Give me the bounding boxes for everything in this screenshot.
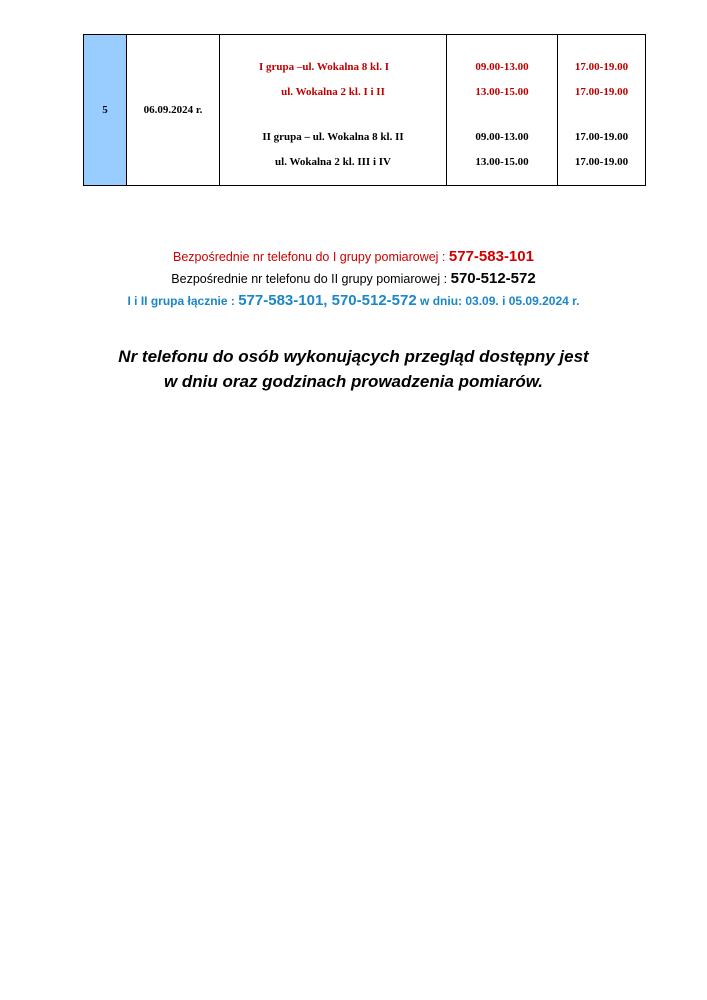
location-4: ul. Wokalna 2 kl. III i IV <box>275 156 391 168</box>
location-3: II grupa – ul. Wokalna 8 kl. II <box>262 131 404 143</box>
contact-group2-label: Bezpośrednie nr telefonu do II grupy pomiarowej : <box>171 272 448 286</box>
note-line-1: Nr telefonu do osób wykonujących przegląd dostępny jest <box>118 347 589 366</box>
row-date: 06.09.2024 r. <box>127 35 220 186</box>
time1-cell <box>447 35 558 186</box>
table-row <box>84 35 646 186</box>
time1-4: 13.00-15.00 <box>475 156 529 168</box>
contact-group2 <box>0 268 707 290</box>
location-1: I grupa –ul. Wokalna 8 kl. I <box>258 61 389 73</box>
time2-2: 17.00-19.00 <box>574 86 629 98</box>
time2-1: 17.00-19.00 <box>574 61 629 73</box>
contact-joint-phones: 577-583-101, 570-512-572 <box>238 292 417 309</box>
contact-group1-label: Bezpośrednie nr telefonu do I grupy pomiarowej : <box>173 250 446 264</box>
contact-group2-phone: 570-512-572 <box>450 270 536 287</box>
contact-group1-phone: 577-583-101 <box>448 248 534 265</box>
time1-1: 09.00-13.00 <box>475 61 529 73</box>
contact-joint <box>0 290 707 312</box>
time1-3: 09.00-13.00 <box>475 131 529 143</box>
row-number: 5 <box>84 35 127 186</box>
note-line-2: w dniu oraz godzinach prowadzenia pomiarów. <box>163 372 544 391</box>
contacts-block <box>0 246 707 312</box>
time2-cell <box>558 35 646 186</box>
contact-joint-label: I i II grupa łącznie : <box>127 294 235 308</box>
availability-note <box>0 344 707 394</box>
locations-cell <box>220 35 447 186</box>
time2-4: 17.00-19.00 <box>574 156 629 168</box>
location-2: ul. Wokalna 2 kl. I i II <box>281 86 385 98</box>
schedule-table <box>83 34 646 186</box>
time2-3: 17.00-19.00 <box>574 131 629 143</box>
contact-joint-suffix: w dniu: 03.09. i 05.09.2024 r. <box>420 294 580 308</box>
contact-group1 <box>0 246 707 268</box>
time1-2: 13.00-15.00 <box>475 86 529 98</box>
